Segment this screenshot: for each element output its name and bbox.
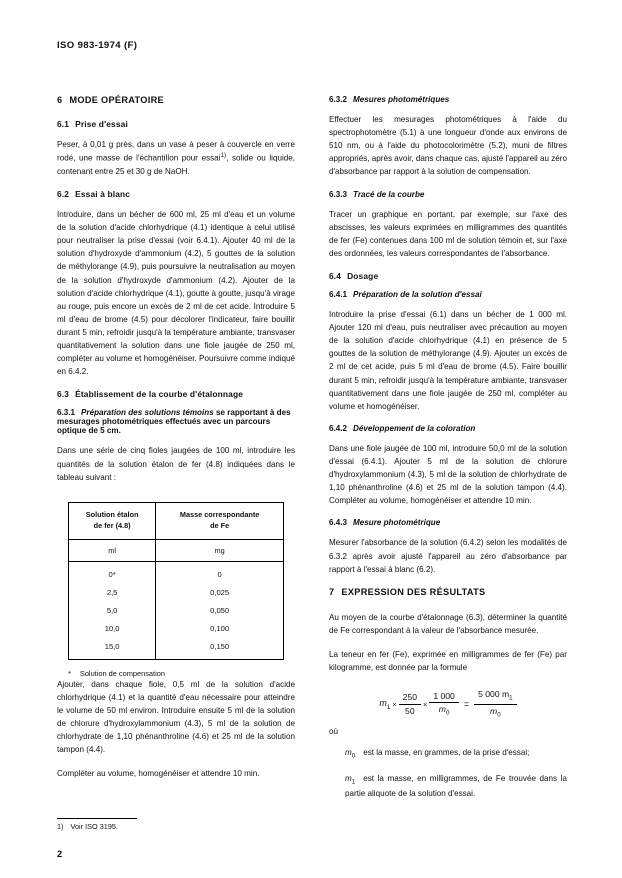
paragraph-6-3-3: Tracer un graphique en portant, par exemple, sur l'axe des abscisses, les valeurs exprimées en milligrammes des quantités de fer (Fe) contenues dans 100 ml de solution témoin et, sur l'axe des ordonnées, les valeurs correspondantes de l'absorbance. — [329, 209, 567, 258]
page-number: 2 — [57, 848, 63, 859]
table-cell-mass: 0,025 — [156, 583, 284, 601]
subsection-number-6-4-3: 6.4.3 — [329, 518, 348, 528]
formula-fraction-3 — [474, 689, 517, 719]
definition-m1-symbol — [345, 773, 356, 786]
subsection-heading-6-4-3 — [329, 518, 567, 527]
table-units-row — [69, 539, 284, 561]
paragraph-6-1-part-a: Peser, à 0,01 g près, dans un vase à peser à couvercle en verre rodé, une masse de l'échantillon pour essai — [57, 140, 295, 163]
calibration-table — [68, 502, 284, 660]
table-header-cell-solution — [69, 502, 156, 539]
table-header-line1-col2: Masse correspondante — [179, 509, 260, 519]
section-number-6: 6 — [57, 95, 63, 105]
table-header-line2-col1: de fer (4.8) — [93, 520, 131, 530]
subsection-heading-6-4 — [329, 271, 567, 281]
page-footnote-marker: 1) — [57, 822, 64, 831]
table-header-line2-col2: de Fe — [210, 520, 230, 530]
subsection-title-6-3: Établissement de la courbe d'étalonnage — [75, 389, 244, 400]
formula-definitions — [329, 746, 567, 800]
definition-m0-text: est la masse, en grammes, de la prise d'essai; — [363, 748, 530, 758]
definition-m0-symbol — [345, 748, 356, 760]
table-cell-volume: 15,0 — [69, 637, 156, 659]
subsection-heading-6-4-1 — [329, 290, 567, 299]
subsection-title-6-4-1: Préparation de la solution d'essai — [353, 289, 482, 299]
formula-fraction-2-den-subscript: 0 — [445, 709, 450, 717]
definition-m0-subscript: 0 — [351, 752, 356, 760]
subsection-title-6-4-2: Développement de la coloration — [353, 423, 476, 433]
page-footnote — [57, 822, 118, 831]
formula-fraction-1 — [399, 692, 421, 716]
subsection-heading-6-1 — [57, 119, 295, 129]
footnote-divider — [57, 818, 137, 819]
section-number-7: 7 — [329, 586, 335, 597]
formula-multiply-1: × — [392, 699, 397, 709]
subsection-title-6-3-1-tail: se rapportant à des mesurages photométriques effectués avec un parcours optique de 5 cm. — [57, 408, 291, 436]
table-cell-volume: 10,0 — [69, 619, 156, 637]
subsection-number-6-4-2: 6.4.2 — [329, 423, 348, 433]
definition-m1-letter: m — [345, 773, 352, 783]
formula-equals: = — [463, 699, 470, 710]
subsection-number-6-3-1: 6.3.1 — [57, 408, 76, 418]
formula-m1-subscript: 1 — [386, 703, 391, 711]
definition-m0 — [345, 746, 567, 762]
subsection-title-6-3-3: Tracé de la courbe — [353, 189, 425, 199]
table-row — [69, 561, 284, 583]
table-header-row — [69, 502, 284, 539]
subsection-number-6-3: 6.3 — [57, 389, 70, 400]
formula-term-m1 — [379, 698, 390, 711]
document-header: ISO 983-1974 (F) — [57, 40, 138, 51]
table-header-cell-mass — [156, 502, 284, 539]
formula-fraction-2-den-symbol: m — [438, 704, 446, 715]
table-row — [69, 601, 284, 619]
table-cell-mass: 0,050 — [156, 601, 284, 619]
right-column — [329, 95, 567, 811]
table-footnote-marker: * — [68, 668, 71, 678]
paragraph-6-2: Introduire, dans un bécher de 600 ml, 25 ml d'eau et un volume de la solution d'acide chlorhydrique (4.1) identique à celui utilisé pour neutraliser la prise d'essai (voir 6.4.1). Ajouter 40 ml de la solution d'hydroxyde d'ammonium (4.2), 5 gouttes de la solution de méthylorange (4.9), puis poursuivre la neutralisation au moyen de la solution d'hydroxyde d'ammonium (4.2). Ajouter de la solution d'acide chlorhydrique (4.1), goutte à goutte, jusqu'à virage au rouge, puis encore un excès de 2 ml de cet acide. Introduire 5 ml d'eau de brome (4.5) pour décolorer l'indicateur, faire bouillir durant 5 min, refroidir jusqu'à la température ambiante, transvaser quantitativement la solution dans une fiole jaugée de 250 ml, compléter au volume et homogénéiser. Poursuivre comme indiqué en 6.4.2. — [57, 210, 295, 377]
table-row — [69, 583, 284, 601]
table-row — [69, 619, 284, 637]
subsection-title-6-3-2: Mesures photométriques — [353, 95, 450, 104]
subsection-number-6-4: 6.4 — [329, 270, 342, 281]
formula-multiply-2: × — [423, 699, 428, 709]
subsection-number-6-3-3: 6.3.3 — [329, 189, 348, 199]
formula-fraction-3-numerator — [474, 689, 517, 704]
formula-row — [379, 689, 516, 719]
formula-fraction-3-num-subscript: 1 — [509, 694, 513, 702]
formula-fraction-3-denominator — [486, 705, 505, 719]
paragraph-6-3-1: Dans une série de cinq fioles jaugées de 100 ml, introduire les quantités de la solution étalon de fer (4.8) indiquées dans le tableau suivant : — [57, 446, 295, 482]
table-footnote — [68, 669, 295, 678]
subsection-heading-6-4-2 — [329, 424, 567, 433]
subsection-number-6-1: 6.1 — [57, 119, 70, 129]
left-column — [57, 95, 295, 811]
subsection-title-6-3-1: Préparation des solutions témoins — [81, 408, 214, 418]
section-title-6: MODE OPÉRATOIRE — [69, 95, 164, 105]
subsection-title-6-1: Prise d'essai — [75, 119, 128, 129]
subsection-title-6-4-3: Mesure photométrique — [353, 518, 441, 528]
paragraph-6-1-part-b: , solide ou liquide, contenant entre 25 et 30 g de NaOH. — [57, 153, 295, 176]
subsection-number-6-3-2: 6.3.2 — [329, 95, 348, 104]
table-cell-mass: 0,100 — [156, 619, 284, 637]
paragraph-after-table-2: Compléter au volume, homogénéiser et attendre 10 min. — [57, 769, 260, 779]
paragraph-6-4-1: Introduire la prise d'essai (6.1) dans un bécher de 1 000 ml. Ajouter 120 ml d'eau, puis neutraliser avec précaution au moyen de la solution d'acide chlorhydrique (4.1) en présence de 5 gouttes de la solution de méthylorange (4.9). Ajouter un excès de 2 ml de cet acide, puis 5 ml d'eau de brome (4.5). Faire bouillir durant 5 min, refroidir jusqu'à la température ambiante, transvaser quantitativement dans une fiole jaugée de 250 ml, compléter au volume et homogénéiser. — [329, 309, 567, 411]
paragraph-7-1: Au moyen de la courbe d'étalonnage (6.3), déterminer la quantité de Fe correspondant à la valeur de l'absorbance mesurée. — [329, 612, 567, 635]
subsection-title-6-2: Essai à blanc — [75, 189, 131, 200]
subsection-number-6-4-1: 6.4.1 — [329, 289, 348, 299]
subsection-number-6-2: 6.2 — [57, 189, 70, 200]
table-unit-col1: ml — [69, 539, 156, 561]
table-cell-mass: 0,150 — [156, 637, 284, 659]
table-footnote-text: Solution de compensation — [79, 668, 165, 678]
paragraph-6-4-2: Dans une fiole jaugée de 100 ml, introduire 50,0 ml de la solution d'essai (6.4.1). Ajouter 5 ml de la solution de chlorure d'hydroxylammonium (4.3), 5 ml de la solution de chlorhydrate de 1,10 phénanthroline (4.6) et 25 ml de la solution tampon (4.4). Compléter au volume, homogénéiser et attendre 10 min. — [329, 443, 567, 506]
calibration-table-body — [69, 561, 284, 659]
table-unit-col2: mg — [156, 539, 284, 561]
formula-m1-symbol: m — [379, 697, 387, 708]
table-cell-volume: 2,5 — [69, 583, 156, 601]
formula-fraction-3-den-symbol: m — [490, 705, 498, 716]
formula-fraction-3-den-subscript: 0 — [497, 711, 501, 719]
paragraph-6-3-2: Effectuer les mesurages photométriques à l'aide du spectrophotomètre (5.1) à une longueur d'onde aux environs de 510 nm, ou à l'aide du photocolorimètre (5.2), muni de filtres appropriés, après avoir, dans chaque cas, ajusté l'appareil au zéro d'absorbance par rapport à la solution de compensation. — [329, 115, 567, 177]
paragraph-after-table-1: Ajouter, dans chaque fiole, 0,5 ml de la solution d'acide chlorhydrique (4.1) et la quantité d'eau nécessaire pour atteindre le volume de 50 ml environ. Introduire ensuite 5 ml de la solution de chlorure d'hydroxylammonium (4.3), 5 ml de la solution de chlorhydrate de 1,10 phénanthroline (4.6) et 25 ml de la solution tampon (4.4). — [57, 679, 295, 755]
table-header-line1-col1: Solution étalon — [85, 509, 139, 519]
paragraph-6-1 — [57, 138, 295, 178]
calibration-table-head — [69, 502, 284, 561]
formula-fraction-1-numerator: 250 — [399, 692, 421, 705]
definition-m1 — [345, 772, 567, 801]
table-cell-volume: 0* — [69, 561, 156, 583]
subsection-heading-6-3 — [57, 389, 295, 399]
definition-m1-subscript: 1 — [351, 778, 356, 786]
two-column-body — [57, 95, 567, 811]
paragraph-6-4-3: Mesurer l'absorbance de la solution (6.4.2) selon les modalités de 6.3.2 après avoir ajusté l'appareil au zéro d'absorbance par rapport à l'essai à blanc (6.2). — [329, 538, 567, 574]
formula-fraction-2 — [429, 691, 459, 718]
formula-fraction-1-denominator: 50 — [405, 705, 415, 716]
formula-fraction-2-denominator — [435, 703, 454, 717]
table-cell-volume: 5,0 — [69, 601, 156, 619]
subsection-heading-6-3-3 — [329, 190, 567, 199]
formula-fraction-3-num-text: 5 000 m — [478, 689, 510, 700]
definition-m1-text: est la masse, en milligrammes, de Fe trouvée dans la partie aliquote de la solution d'essai. — [345, 773, 567, 799]
definition-m0-letter: m — [345, 748, 352, 758]
iron-content-formula — [329, 689, 567, 719]
section-title-7: EXPRESSION DES RÉSULTATS — [341, 586, 486, 597]
formula-fraction-2-numerator: 1 000 — [429, 691, 459, 704]
subsection-heading-6-3-1 — [57, 408, 295, 435]
footnote-reference-1: 1) — [220, 152, 227, 160]
table-row — [69, 637, 284, 659]
section-heading-6 — [57, 95, 295, 105]
paragraph-7-2: La teneur en fer (Fe), exprimée en milligrammes de fer (Fe) par kilogramme, est donnée par la formule — [329, 649, 567, 673]
page-footnote-text: Voir ISO 3195. — [70, 822, 118, 831]
subsection-title-6-4: Dosage — [347, 270, 379, 281]
section-heading-7 — [329, 587, 567, 597]
subsection-heading-6-2 — [57, 189, 295, 199]
table-cell-mass: 0 — [156, 561, 284, 583]
subsection-heading-6-3-2 — [329, 95, 567, 104]
formula-where-label: où — [329, 727, 339, 737]
